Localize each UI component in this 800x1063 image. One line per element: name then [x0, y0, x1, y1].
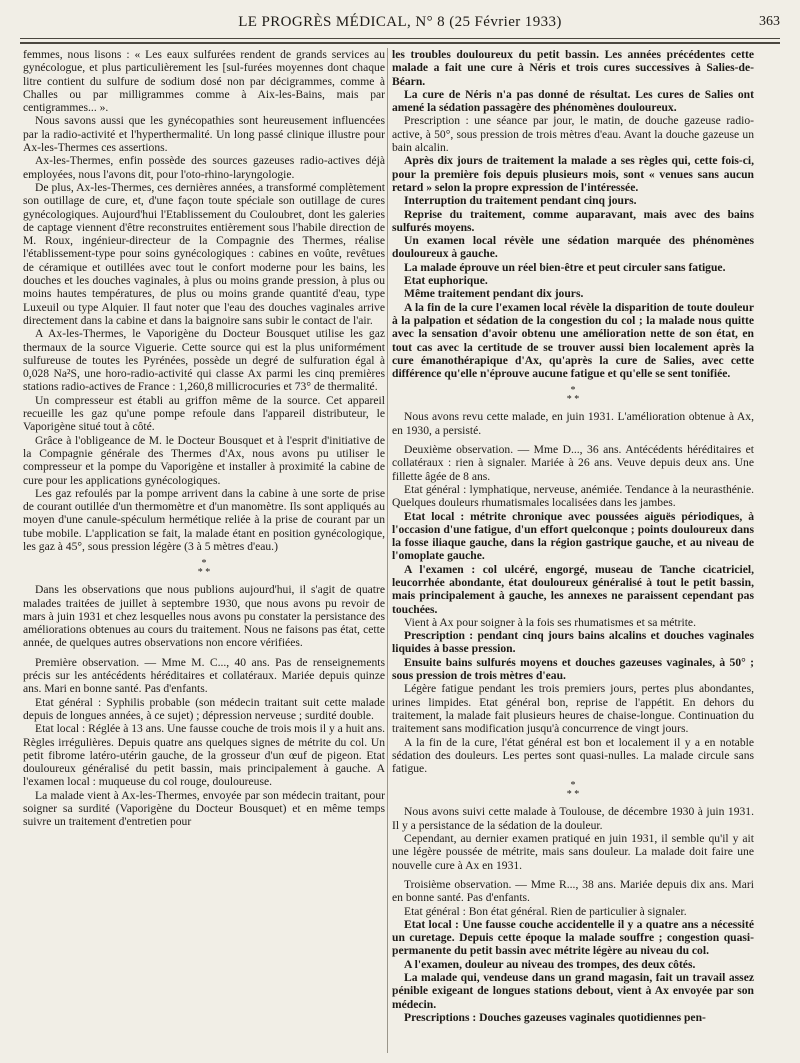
paragraph: Etat local : Une fausse couche accidentelle il y a quatre ans a nécessité un curetage. Depuis cette époque la malade souffre ; congestion quasi-permanente du petit bassin avec métrite légère au niveau du col.: [392, 917, 754, 958]
paragraph: Etat général : lymphatique, nerveuse, anémiée. Tendance à la neurasthénie. Quelques douleurs rhumatismales localisées dans les jambes.: [392, 482, 754, 510]
paragraph: Nous avons suivi cette malade à Toulouse, de décembre 1930 à juin 1931. Il y a persistance de la sédation de la douleur.: [392, 805, 754, 832]
paragraph: Etat euphorique.: [404, 274, 488, 288]
paragraph: A la fin de la cure l'examen local révèle la disparition de toute douleur à la palpation et sédation de la congestion du col ; la malade nous quitte avec la sensation d'avoir obtenu une amélioration nette de son état, en tout cas avec la certitude de se trouver aussi bien localement après la cure émanothérapique d'Ax, qu'après la cure de Salies, avec cette différence qu'elle n'éprouve aucune fatigue et qu'elle se sent tonifiée.: [392, 300, 754, 381]
observation-heading: Troisième observation. — Mme R..., 38 ans. Mariée depuis dix ans. Mari en bonne santé. Pas d'enfants.: [392, 877, 754, 905]
paragraph: A l'examen, douleur au niveau des trompes, des deux côtés.: [404, 957, 696, 971]
paragraph: Etat général : Bon état général. Rien de particulier à signaler.: [404, 904, 687, 918]
header-rule-double: [20, 42, 780, 44]
paragraph: Prescription : pendant cinq jours bains alcalins et douches vaginales liquides à basse pression.: [392, 629, 754, 656]
paragraph: A Ax-les-Thermes, le Vaporigène du Docteur Bousquet utilise les gaz thermaux de la source Viguerie. Cette source qui est la plus uniformément sulfureuse de toutes les Pyrénées, possède un degré de sulfuration égal à 0,028 Na²S, une horo-radio-activité qui classe Ax parmi les cinq premières stations radio-actives de France : 1,260,8 millicrocuries et 73° de thermalité.: [23, 327, 385, 394]
paragraph: Vient à Ax pour soigner à la fois ses rhumatismes et sa métrite.: [404, 615, 696, 629]
paragraph: La malade qui, vendeuse dans un grand magasin, fait un travail assez pénible exigeant de longues stations debout, vient à Ax envoyée par son médecin.: [392, 971, 754, 1011]
paragraph: Un compresseur est établi au griffon même de la source. Cet appareil recueille les gaz qu'une pompe refoule dans l'appareil distributeur, le Vaporigène situé tout à côté.: [23, 393, 385, 434]
paragraph: Prescriptions : Douches gazeuses vaginales quotidiennes pen-: [404, 1010, 706, 1024]
paragraph: Reprise du traitement, comme auparavant, mais avec des bains sulfurés moyens.: [392, 207, 754, 234]
paragraph: Légère fatigue pendant les trois premiers jours, pertes plus abondantes, urines limpides. Etat général bon, reprise de l'appétit. En dehors du traitement, la malade fait plusieurs heures de chaise-longue. Continuation du traitement sans modification jusqu'à concurrence de vingt jours.: [392, 682, 754, 736]
paragraph: Etat général : Syphilis probable (son médecin traitant suit cette malade depuis de longues années, à ce sujet) ; dépression nerveuse ; surdité double.: [23, 695, 385, 722]
paragraph: Etat local : métrite chronique avec poussées aiguës périodiques, à l'occasion d'une fatigue, d'un effort quelconque ; points douloureux dans la fosse iliaque gauche, dans la région gastrique gauche, et au niveau de l'omoplate gauche.: [392, 509, 754, 563]
observation-heading: Première observation. — Mme M. C..., 40 ans. Pas de renseignements précis sur les antécédents héréditaires et collatéraux. Mariée depuis quinze ans. Mari en bonne santé. Pas d'enfants.: [23, 655, 385, 696]
running-title: LE PROGRÈS MÉDICAL, N° 8 (25 Février 1933): [238, 14, 562, 30]
paragraph: Prescription : une séance par jour, le matin, de douche gazeuse radio-active, à 50°, sous pression de trois mètres d'eau. Avant la douche gazeuse un bain alcalin.: [392, 114, 754, 155]
page-header: [20, 14, 780, 34]
paragraph: Etat local : Réglée à 13 ans. Une fausse couche de trois mois il y a huit ans. Règles irrégulières. Depuis quatre ans quelques signes de métrite du col. Un petit fibrome latéro-utérin gauche, de la grosseur d'un œuf de pigeon. Etat douloureux généralisé du petit bassin, mais principalement à gauche. A l'examen local : muqueuse du col rouge, douloureuse.: [23, 722, 385, 789]
paragraph: femmes, nous lisons : « Les eaux sulfurées rendent de grands services au gynécologue, et plus particulièrement les [sul-furées moyennes dont chaque litre contient du sulfure de sodium dosé non par décigrammes, comme à Challes ou par milligrammes comme à Aix-les-Bains, mais par centigrammes... ».: [23, 48, 385, 115]
right-column: [392, 48, 754, 1053]
paragraph: De plus, Ax-les-Thermes, ces dernières années, a transformé complètement son outillage de cure, et, d'une façon toute spéciale son outillage de cures gynécologiques. Aujourd'hui l'Etablissement du Couloubret, dont les galeries de captage viennent d'être reconstruites entièrement sous l'habile direction de M. Roux, ingénieur-directeur de la Compagnie des Thermes, réalise l'établissement-type pour soins gynécologiques : cabines en voûte, revêtues de céramique et outillées avec tout le confort moderne pour les bains, les douches et les douches vaginales, à plus ou moins grande pression, à plus ou moins hautes températures, de plus ou moins grande quantité d'eau, type Luxeuil ou type Alquier. Il faut noter que l'eau des douches vaginales arrive directement dans la cabine et dans la baignoire sans subir le contact de l'air.: [23, 180, 385, 327]
paragraph: Ensuite bains sulfurés moyens et douches gazeuses vaginales, à 50° ; sous pression de trois mètres d'eau.: [392, 655, 754, 683]
page-number: 363: [759, 14, 780, 29]
paragraph: Cependant, au dernier examen pratiqué en juin 1931, il semble qu'il y ait une légère poussée de métrite, mais sans douleur. La malade doit faire une nouvelle cure à Ax en 1931.: [392, 832, 754, 872]
paragraph: Après dix jours de traitement la malade a ses règles qui, cette fois-ci, pour la première fois depuis plusieurs mois, sont « venues sans aucun retard » selon la propre expression de l'intéressée.: [392, 154, 754, 194]
paragraph: Dans les observations que nous publions aujourd'hui, il s'agit de quatre malades traitées de juillet à septembre 1930, que nous avons pu revoir de mars à juin 1931 et chez lesquelles nous avons pu constater la persistance des améliorations obtenues au cours du traitement. Nous ne faisons pas état, cette année, de quelques autres observations non encore vérifiées.: [23, 583, 385, 650]
paragraph: Même traitement pendant dix jours.: [404, 287, 584, 301]
left-column: [23, 48, 385, 1053]
paragraph: Un examen local révèle une sédation marquée des phénomènes douloureux à gauche.: [392, 234, 754, 261]
paragraph: Nous savons aussi que les gynécopathies sont heureusement influencées par la radio-activité et l'hyperthermalité. Un long passé clinique illustre pour Ax-les-Thermes ces assertions.: [23, 114, 385, 155]
observation-heading: Deuxième observation. — Mme D..., 36 ans. Antécédents héréditaires et collatéraux : rien à signaler. Mariée à 26 ans. Veuve depuis deux ans. Une fillette âgée de 8 ans.: [392, 443, 754, 483]
paragraph: La malade éprouve un réel bien-être et peut circuler sans fatigue.: [404, 260, 726, 274]
paragraph: Ax-les-Thermes, enfin possède des sources gazeuses radio-actives déjà employées, nous l'avons dit, pour l'oto-rhino-laryngologie.: [23, 154, 385, 181]
paragraph: Nous avons revu cette malade, en juin 1931. L'amélioration obtenue à Ax, en 1930, a persisté.: [392, 410, 754, 437]
paragraph: Interruption du traitement pendant cinq jours.: [404, 194, 637, 208]
section-separator: * * *: [197, 558, 211, 579]
paragraph: La cure de Néris n'a pas donné de résultat. Les cures de Salies ont amené la sédation passagère des phénomènes douloureux.: [392, 87, 754, 115]
section-separator: * * *: [566, 780, 580, 801]
paragraph: Grâce à l'obligeance de M. le Docteur Bousquet et à l'esprit d'initiative de la Compagnie générale des Thermes d'Ax, nous avons pu utiliser le compresseur et la pompe du Vaporigène et installer à proximité la cabine de cure pour les applications gynécologiques.: [23, 433, 385, 487]
column-divider: [387, 48, 388, 1053]
paragraph: A l'examen : col ulcéré, engorgé, museau de Tanche cicatriciel, leucorrhée abondante, état douloureux généralisé à tout le petit bassin, mais principalement à gauche, les annexes ne paraissent cependant pas touchées.: [392, 562, 754, 616]
paragraph: La malade vient à Ax-les-Thermes, envoyée par son médecin traitant, pour soigner sa surdité (Vaporigène du Docteur Bousquet) et en même temps suivre un traitement d'entretien pour: [23, 788, 385, 829]
section-separator: * * *: [566, 385, 580, 406]
paragraph: Les gaz refoulés par la pompe arrivent dans la cabine à une sorte de prise de courant outillée d'un thermomètre et d'un manomètre. Ils sont appliqués au moyen d'une canule-spéculum hermétique reliée à la prise de courant par un tube mobile. L'application se fait, la malade étant en position gynécologique, les gaz à 45°, sous pression légère (3 à 5 mètres d'eau.): [23, 486, 385, 553]
header-rule: [20, 38, 780, 39]
paragraph: les troubles douloureux du petit bassin. Les années précédentes cette malade a fait une cure à Néris et trois cures successives à Salies-de-Béarn.: [392, 48, 754, 88]
paragraph: A la fin de la cure, l'état général est bon et localement il y a en notable sédation des douleurs. Les pertes sont quasi-nulles. La malade circule sans fatigue.: [392, 735, 754, 776]
